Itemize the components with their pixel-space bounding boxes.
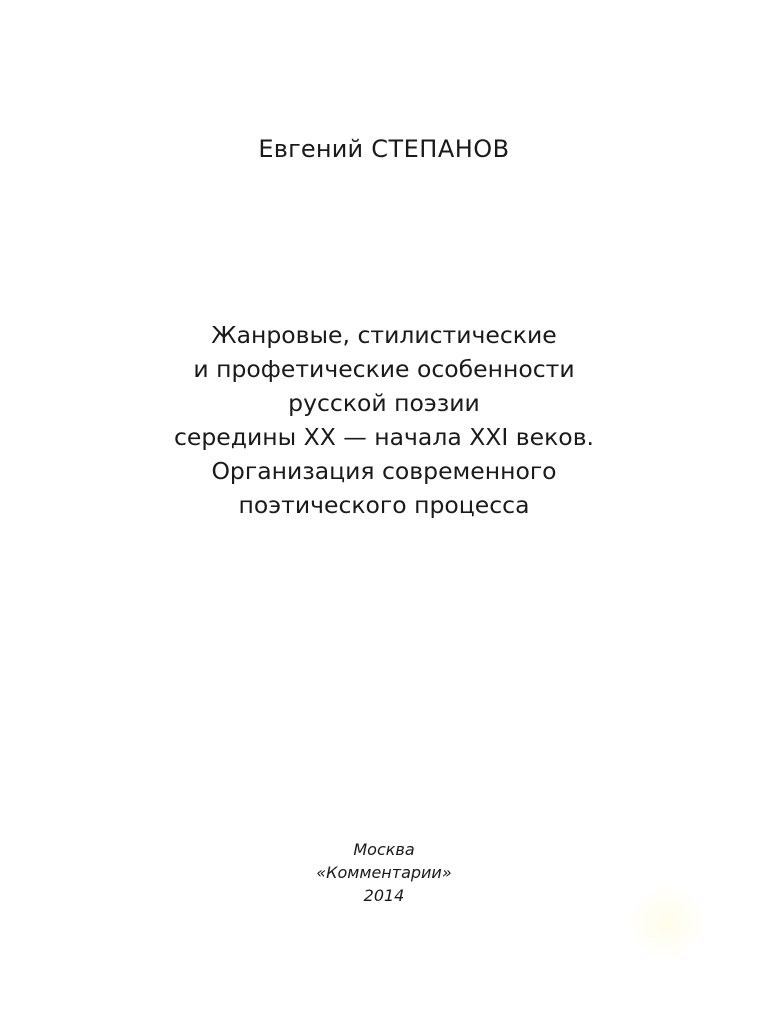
imprint-city: Москва [353,840,415,859]
title-line: Организация современного [211,457,557,485]
author-name [0,135,768,163]
paper-stain [632,888,702,958]
title-line: Жанровые, стилистические [211,321,557,349]
title-line: и профетические особенности [193,355,575,383]
book-title [0,318,768,522]
title-line: поэтического процесса [238,491,530,519]
imprint-publisher: «Комментарии» [316,863,452,882]
title-line: середины XX — начала XXI веков. [173,423,595,451]
author-surname: СТЕПАНОВ [371,135,510,163]
author-first-name: Евгений [258,135,364,163]
title-line: русской поэзии [288,389,480,417]
imprint-year: 2014 [363,886,405,905]
